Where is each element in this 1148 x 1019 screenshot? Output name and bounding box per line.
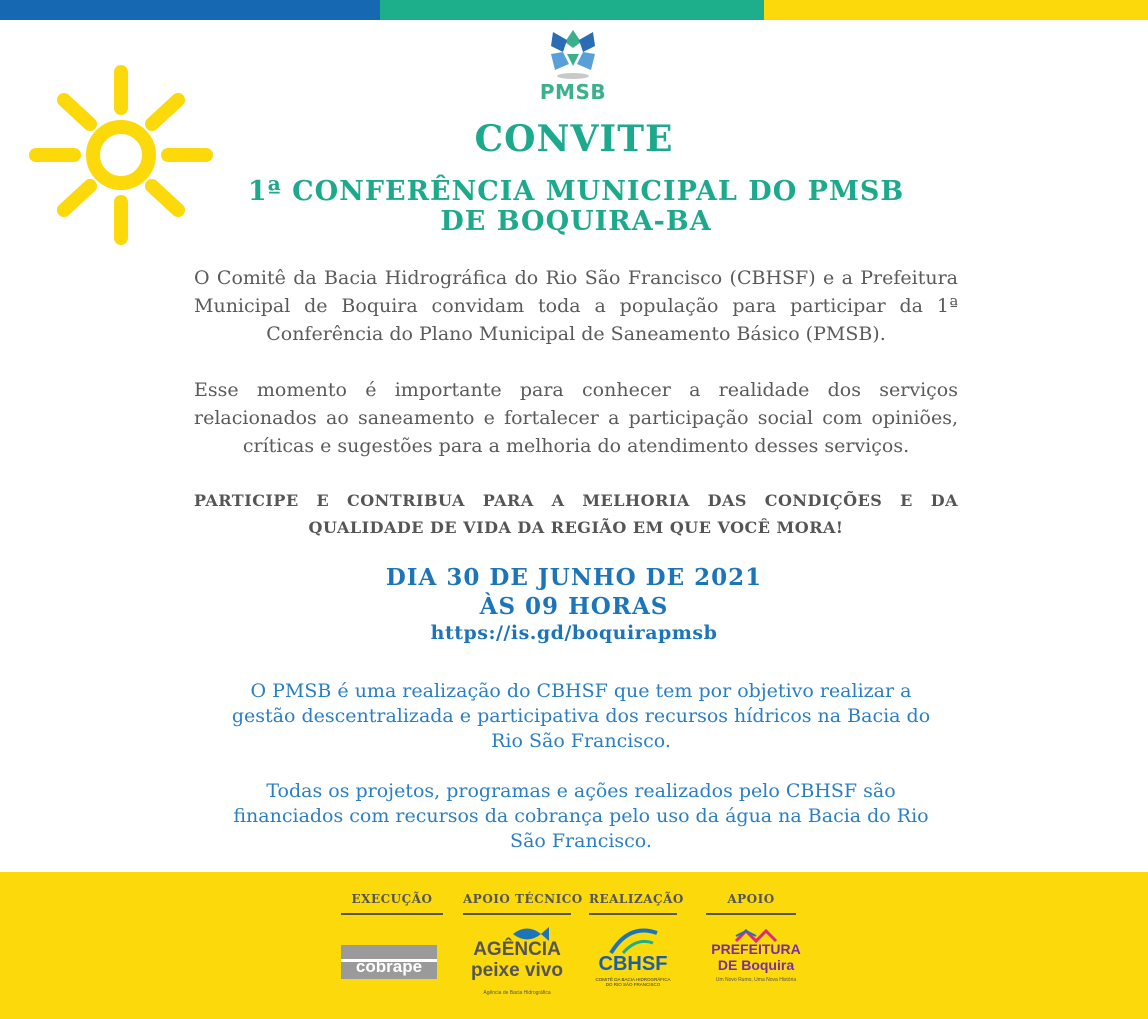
pmsb-logo — [536, 26, 610, 106]
event-date: DIA 30 DE JUNHO DE 2021 — [385, 564, 763, 591]
event-time: ÀS 09 HORAS — [479, 593, 669, 620]
event-link[interactable]: https://is.gd/boquirapmsb — [430, 622, 718, 644]
sponsor-execucao — [341, 892, 443, 979]
river-swoosh-icon — [609, 927, 659, 955]
top-bar-blue — [0, 0, 380, 20]
sponsor-apoio-tecnico — [463, 892, 583, 999]
sponsor-label: REALIZAÇÃO — [589, 892, 677, 915]
cbhsf-caption: COMITÊ DA BACIA HIDROGRÁFICA DO RIO SÃO FRANCISCO — [595, 977, 671, 987]
sponsor-apoio — [706, 892, 801, 989]
cbhsf-logo — [589, 923, 677, 993]
top-bar-yellow — [764, 0, 1148, 20]
peixe-vivo-caption: Agência de Bacia Hidrográfica — [483, 990, 551, 996]
sponsor-label: EXECUÇÃO — [341, 892, 443, 915]
info-paragraph-2: Todas os projetos, programas e ações realizados pelo CBHSF são financiados com recursos da cobrança pelo uso da água na Bacia do Rio São Francisco. — [233, 780, 929, 852]
boquira-caption: Um Novo Rumo, Uma Nova História — [715, 977, 797, 983]
cobrape-logo-text: cobrape — [355, 957, 423, 976]
page-subtitle: 1ª CONFERÊNCIA MUNICIPAL DO PMSB DE BOQUIRA-BA — [247, 176, 905, 237]
sponsors-footer — [0, 872, 1148, 1019]
sponsor-realizacao — [589, 892, 684, 993]
sponsor-label: APOIO TÉCNICO — [463, 892, 571, 915]
cbhsf-logo-text: CBHSF — [598, 953, 668, 975]
page-title: CONVITE — [474, 118, 674, 160]
boquira-logo-text: PREFEITURA DE Boquira — [711, 941, 801, 973]
info-paragraph-1: O PMSB é uma realização do CBHSF que tem por objetivo realizar a gestão descentralizada e participativa dos recursos hídricos na Bacia do Rio São Francisco. — [231, 680, 931, 752]
intro-paragraph: O Comitê da Bacia Hidrográfica do Rio São Francisco (CBHSF) e a Prefeitura Municipal de Boquira convidam toda a população para participar da 1ª Conferência do Plano Municipal de Saneamento Básico (PMSB). — [194, 267, 958, 345]
top-color-bar — [0, 0, 1148, 20]
pmsb-emblem-icon — [543, 26, 603, 82]
logo-text: PMSB — [539, 80, 607, 104]
boquira-logo — [706, 929, 806, 989]
top-bar-green — [380, 0, 764, 20]
call-to-action: PARTICIPE E CONTRIBUA PARA A MELHORIA DAS CONDIÇÕES E DA QUALIDADE DE VIDA DA REGIÃO EM QUE VOCÊ MORA! — [194, 491, 958, 537]
importance-paragraph: Esse momento é importante para conhecer a realidade dos serviços relacionados ao saneamento e fortalecer a participação social com opiniões, críticas e sugestões para a melhoria do atendimento desses serviços. — [194, 379, 958, 457]
sponsor-label: APOIO — [706, 892, 796, 915]
peixe-vivo-logo-text: AGÊNCIA peixe vivo — [471, 939, 563, 981]
cobrape-logo — [341, 945, 437, 979]
peixe-vivo-logo — [463, 923, 571, 999]
